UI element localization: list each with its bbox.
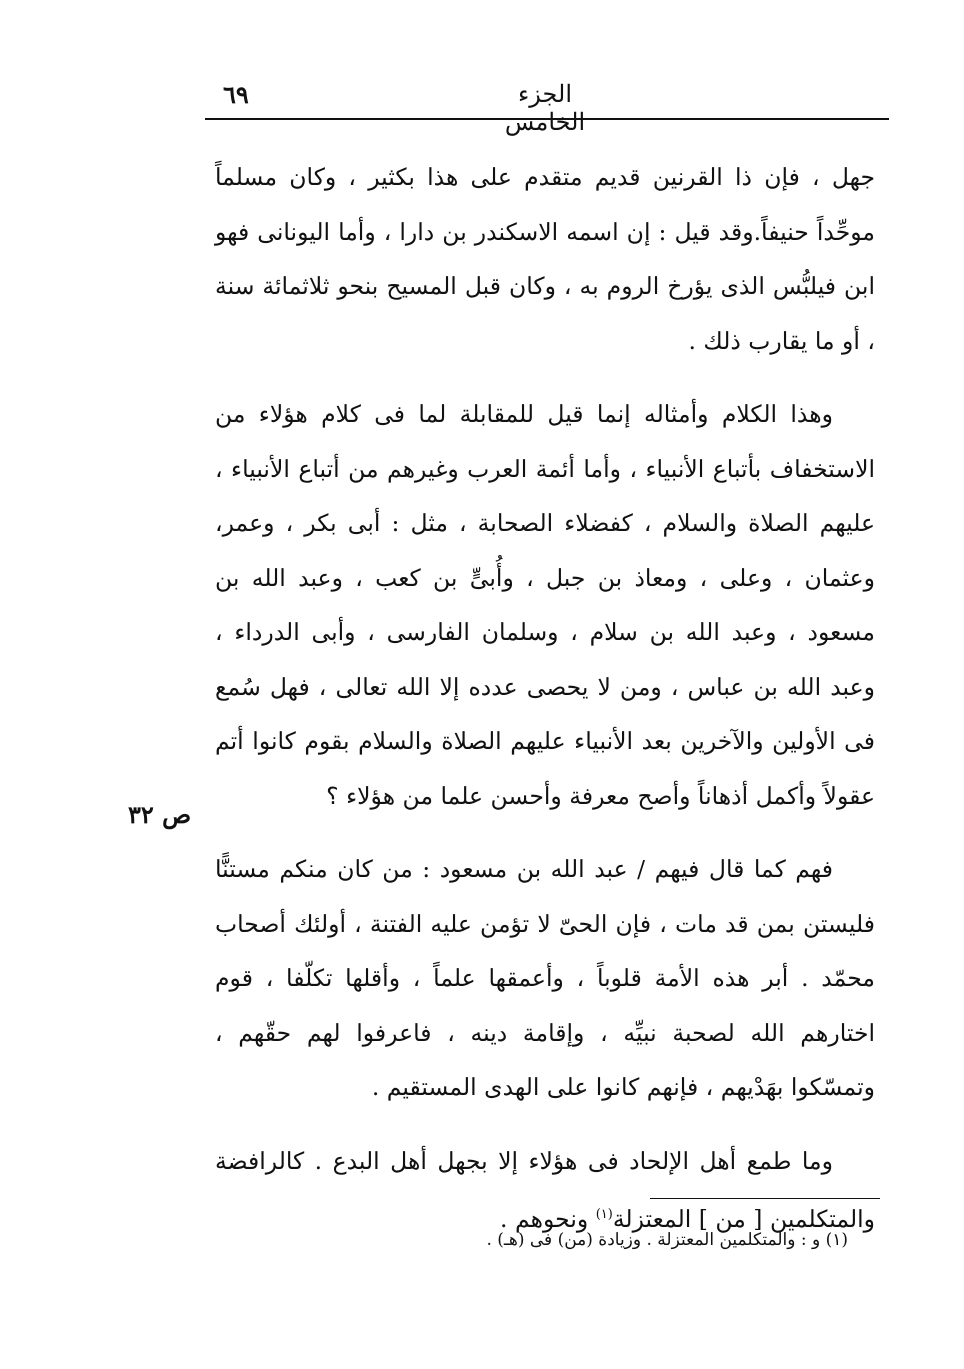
header-rule [205,118,889,120]
paragraph-1: جهل ، فإن ذا القرنين قديم متقدم على هذا بكثير ، وكان مسلماً موحِّداً حنيفاً.وقد قيل : إن اسمه الاسكندر بن دارا ، وأما اليونانى فهو ابن فيلبُّس الذى يؤرخ الروم به ، وكان قبل المسيح بنحو ثلاثمائة سنة ، أو ما يقارب ذلك . [215,163,875,355]
paragraph-4-text: وما طمع أهل الإلحاد فى هؤلاء إلا بجهل أهل البدع . كالرافضة والمتكلمين [ من ] المعتزلة [215,1146,875,1233]
paragraph-2: وهذا الكلام وأمثاله إنما قيل للمقابلة لما فى كلام هؤلاء من الاستخفاف بأتباع الأنبياء ، وأما أئمة العرب وغيرهم من أتباع الأنبياء ، عليهم الصلاة والسلام ، كفضلاء الصحابة ، مثل : أبى بكر ، وعمر، وعثمان ، وعلى ، ومعاذ بن جبل ، وأُبىٍّ بن كعب ، وعبد الله بن مسعود ، وعبد الله بن سلام ، وسلمان الفارسى ، وأبى الدرداء ، وعبد الله بن عباس ، ومن لا يحصى عدده إلا الله تعالى ، فهل سُمع فى الأولين والآخرين بعد الأنبياء عليهم الصلاة والسلام بقوم كانوا أتم عقولاً وأكمل أذهاناً وأصح معرفة وأحسن علما من هؤلاء ؟ [215,400,875,810]
page-number: ٦٩ [223,80,249,109]
paragraph-3: فهم كما قال فيهم / عبد الله بن مسعود : من كان منكم مستنًّا فليستن بمن قد مات ، فإن الحىّ لا تؤمن عليه الفتنة ، أولئك أصحاب محمّد . أبر هذه الأمة قلوباً ، وأعمقها علماً ، وأقلها تكلّفا ، قوم اختارهم الله لصحبة نبيِّه ، وإقامة دينه ، فاعرفوا لهم حقّهم ، وتمسّكوا بهَدْيهم ، فإنهم كانوا على الهدى المستقيم . [215,855,875,1101]
paragraph-4-end: ونحوهم . [500,1204,589,1233]
footnote: (١) و : والمتكلمين المعتزلة . وزيادة (من) فى (هـ) . [486,1230,848,1250]
page-header [205,78,888,136]
footnote-marker: (١) [595,1207,613,1222]
margin-page-reference: ص ٣٢ [128,800,192,829]
running-head: الجزء الخامس [504,80,586,136]
footnote-rule [650,1198,880,1199]
body-text [215,150,875,1246]
